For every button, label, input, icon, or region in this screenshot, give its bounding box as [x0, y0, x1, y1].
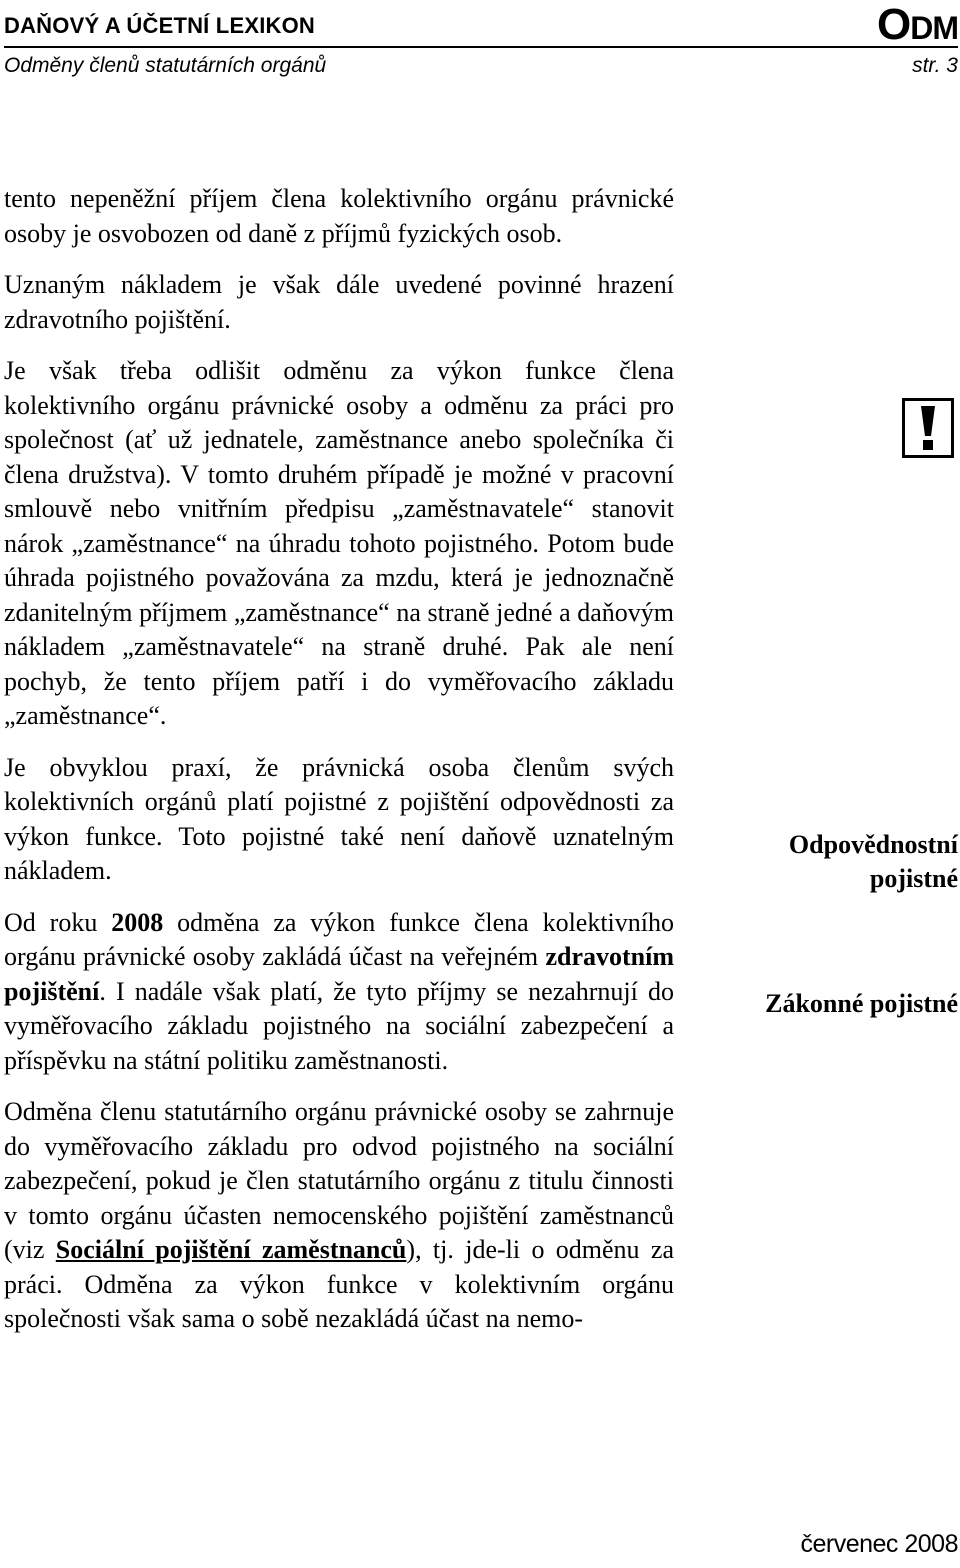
paragraph-6-text-b: ), tj. jde-li o odměnu za práci. Odměna za výkon funkce v kolektivním orgánu společnosti však sama o sobě nezakládá účast na nemo- — [4, 1235, 674, 1333]
paragraph-4: Je obvyklou praxí, že právnická osoba členům svých kolektivních orgánů platí pojistné z pojištění odpovědnosti za výkon funkce. Toto pojistné také není daňově uznatelným nákladem. — [4, 752, 674, 885]
warning-box — [902, 398, 954, 458]
paragraph-5-text-c: . I nadále však platí, že tyto příjmy se nezahrnují do vyměřovacího základu pojistného na sociální zabezpečení a příspěvku na státní politiku zaměstnanosti. — [4, 976, 674, 1075]
year-2008: 2008 — [111, 907, 164, 937]
side-note-liability — [718, 828, 958, 896]
paragraph-1: tento nepeněžní příjem člena kolektivního orgánu právnické osoby je osvobozen od daně z příjmů fyzických osob. — [4, 184, 674, 248]
page-number: str. 3 — [912, 54, 958, 77]
side-note-statutory-text: Zákonné pojistné — [765, 989, 958, 1018]
header-sub-row — [4, 48, 958, 82]
health-insurance-term: zdravotním pojištění — [4, 942, 674, 1006]
section-code-initial: O — [877, 0, 911, 49]
paragraph-5-text-a: Od roku — [4, 907, 112, 937]
exclamation-icon — [919, 406, 937, 450]
paragraph-6 — [4, 1095, 674, 1337]
side-note-liability-line-2: pojistné — [869, 864, 958, 893]
section-subtitle: Odměny členů statutárních orgánů — [4, 54, 327, 77]
section-code — [877, 0, 958, 50]
side-note-statutory — [718, 987, 958, 1021]
paragraph-2: Uznaným nákladem je však dále uvedené povinné hrazení zdravotního pojištění. — [4, 270, 674, 334]
section-code-rest: DM — [910, 10, 958, 46]
main-text — [4, 182, 674, 1354]
paragraph-5-text-b: odměna za výkon funkce člena kolektivního orgánu právnické osoby zakládá účast na veřejném — [4, 907, 675, 971]
header-top-row — [4, 0, 958, 49]
paragraph-3: Je však třeba odlišit odměnu za výkon funkce člena kolektivního orgánu právnické osoby a odměnu za práci pro společnost (ať už jednatele, zaměstnance anebo společníka či člena družstva). V tomto druhém případě je možné v pracovní smlouvě nebo vnitřním předpisu „zaměstnavatele“ stanovit nárok „zaměstnance“ na úhradu tohoto pojistného. Potom bude úhrada pojistného považována za mzdu, která je jednoznačně zdanitelným příjmem „zaměstnance“ na straně jedné a daňovým nákladem „zaměstnavatele“ na straně druhé. Pak ale není pochyb, že tento příjem patří i do vyměřovacího základu „zaměstnance“. — [4, 356, 674, 730]
paragraph-5 — [4, 906, 674, 1079]
paragraph-6-text-a: Odměna členu statutárního orgánu právnické osoby se zahrnuje do vyměřovacího základu pro odvod pojistného na sociální zabezpečení, pokud je člen statutárního orgánu z titulu činnosti v tomto orgánu účasten nemocenského pojištění zaměstnanců (viz — [4, 1097, 674, 1264]
page-header — [4, 0, 958, 82]
footer-date: červenec 2008 — [800, 1530, 958, 1558]
side-note-liability-line-1: Odpovědnostní — [788, 830, 958, 859]
lexicon-title: DAŇOVÝ A ÚČETNÍ LEXIKON — [4, 13, 315, 38]
social-insurance-link[interactable]: Sociální pojištění zaměstnanců — [55, 1235, 407, 1264]
